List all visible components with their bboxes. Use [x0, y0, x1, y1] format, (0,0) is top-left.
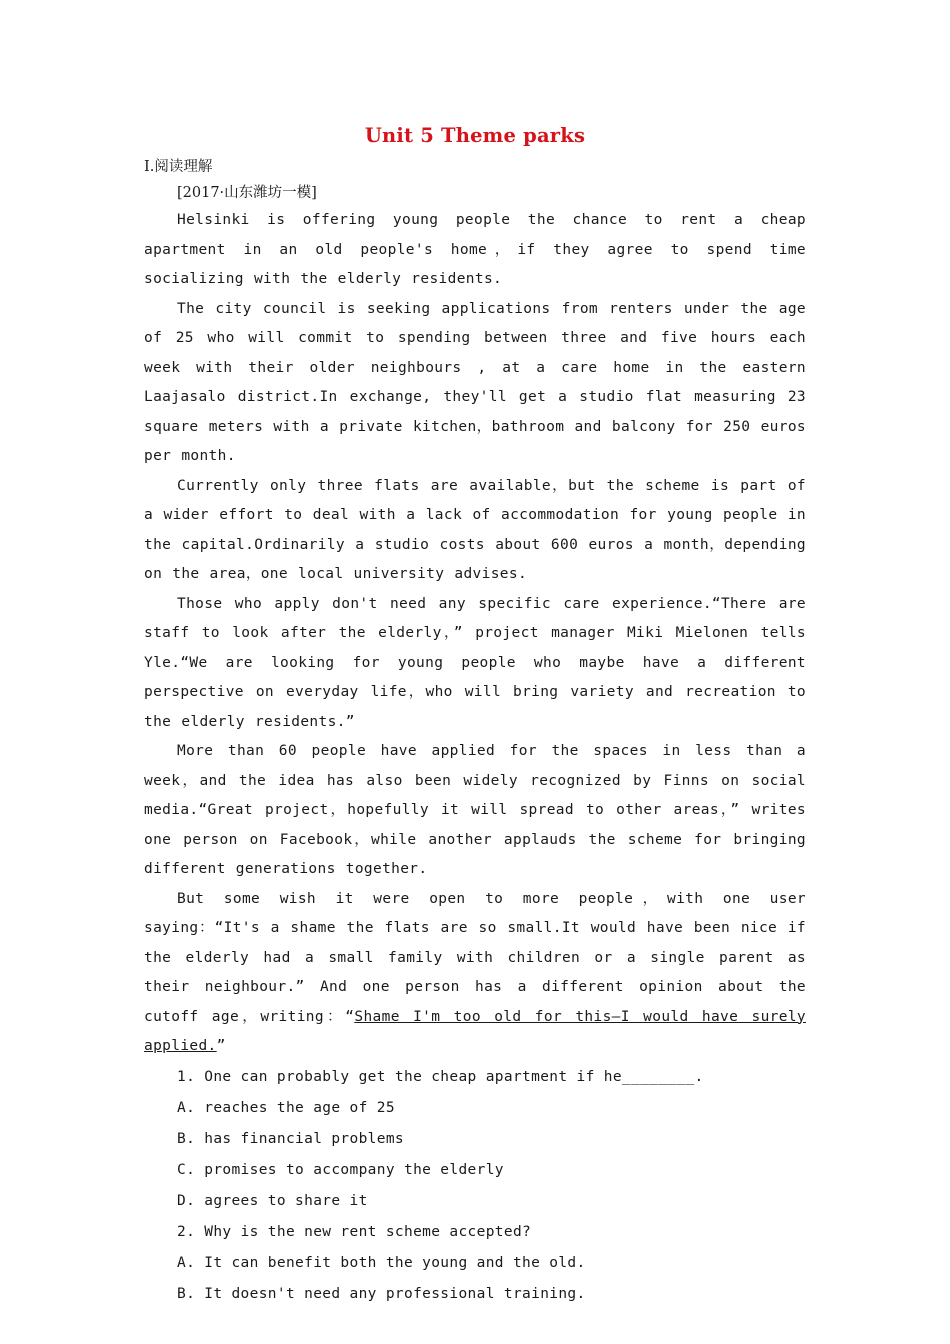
answer-option: A. It can benefit both the young and the old.	[177, 1254, 586, 1271]
answer-option: A. reaches the age of 25	[177, 1099, 395, 1116]
document-page	[144, 118, 806, 1310]
exam-source: [2017·山东潍坊一模]	[177, 185, 317, 201]
reading-passage	[144, 206, 806, 1062]
question-2	[144, 1217, 806, 1310]
answer-option: C. promises to accompany the elderly	[177, 1161, 504, 1178]
question-1	[144, 1062, 806, 1217]
unit-title: Unit 5 Theme parks	[364, 124, 586, 147]
question-stem: 1. One can probably get the cheap apartment if he________.	[177, 1068, 704, 1085]
last-paragraph-text: But some wish it were open to more people，with one user saying：“It's a shame the flats are so small.It would have been nice if the elderly had a small family with children or a single parent as their neighbour.” And one person has a different opinion about the cutoff age，writing：“	[144, 890, 806, 1025]
passage-paragraph: Helsinki is offering young people the chance to rent a cheap apartment in an old people's home，if they agree to spend time socializing with the elderly residents.	[144, 212, 806, 287]
underlined-quote: Shame I'm too old for this—I would have surely applied.	[144, 1008, 807, 1054]
passage-paragraph: Those who apply don't need any specific care experience.“There are staff to look after the elderly，” project manager Miki Mielonen tells Yle.“We are looking for young people who maybe have a different perspective on everyday life，who will bring variety and recreation to the elderly residents.”	[144, 595, 806, 730]
answer-option: B. It doesn't need any professional training.	[177, 1285, 586, 1302]
closing-quote: ”	[216, 1038, 226, 1054]
answer-option: B. has financial problems	[177, 1130, 404, 1147]
passage-paragraph: The city council is seeking applications from renters under the age of 25 who will commit to spending between three and five hours each week with their older neighbours , at a care home in the eastern Laajasalo district.In exchange, they'll get a studio flat measuring 23 square meters with a private kitchen，bathroom and balcony for 250 euros per month.	[144, 300, 806, 464]
passage-paragraph-last	[144, 885, 806, 1062]
section-heading: Ⅰ.阅读理解	[144, 159, 213, 175]
answer-option: D. agrees to share it	[177, 1192, 368, 1209]
passage-paragraph: More than 60 people have applied for the spaces in less than a week，and the idea has also been widely recognized by Finns on social media.“Great project，hopefully it will spread to other areas，” writes one person on Facebook，while another applauds the scheme for bringing different generations together.	[144, 743, 806, 877]
passage-paragraph: Currently only three flats are available，but the scheme is part of a wider effort to deal with a lack of accommodation for young people in the capital.Ordinarily a studio costs about 600 euros a month，depending on the area，one local university advises.	[144, 477, 806, 582]
question-stem: 2. Why is the new rent scheme accepted?	[177, 1223, 532, 1240]
